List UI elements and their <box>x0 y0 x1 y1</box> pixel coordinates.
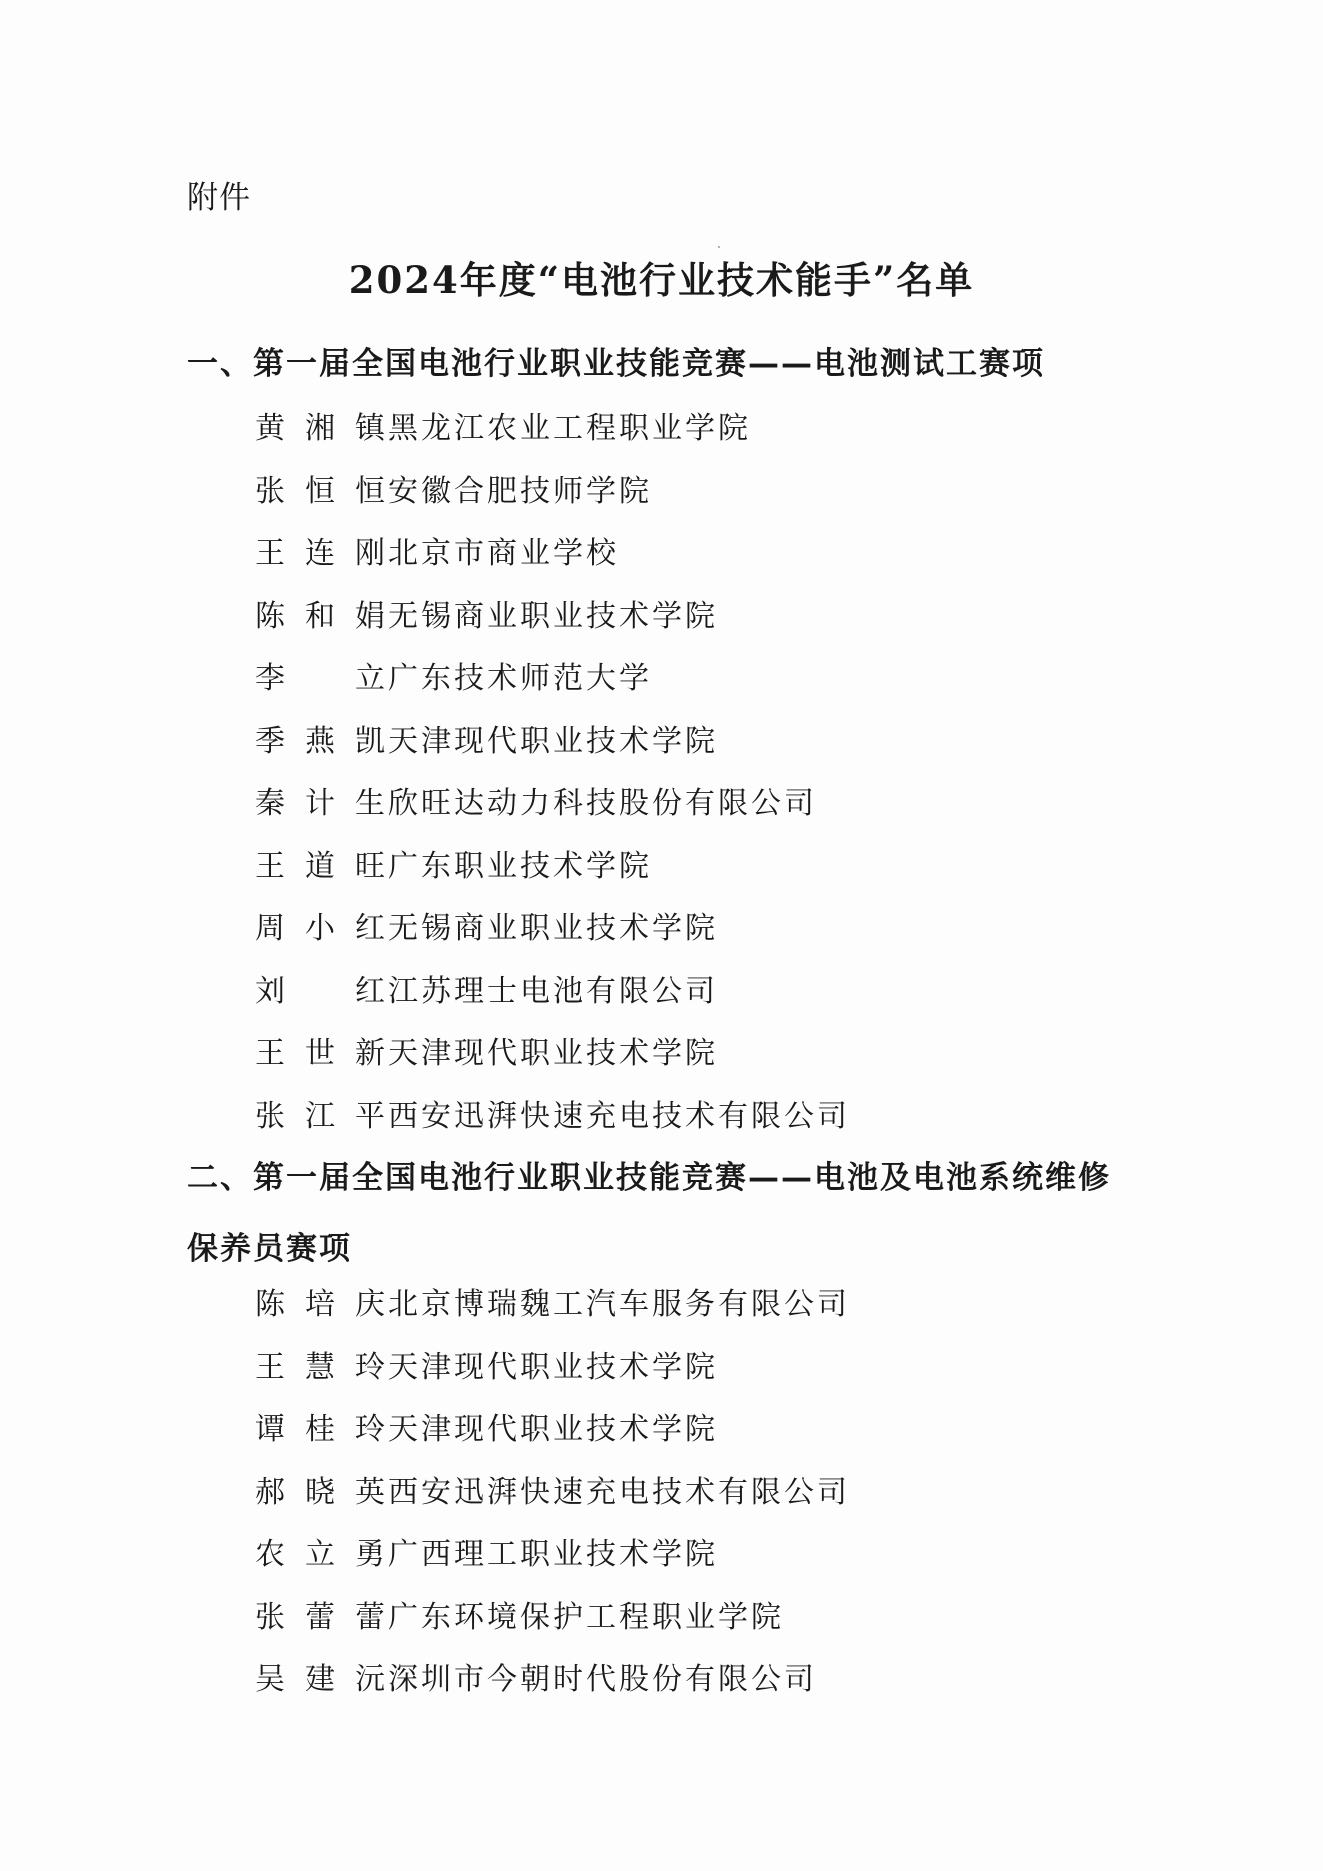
organization: 无锡商业职业技术学院 <box>388 911 718 946</box>
organization: 安徽合肥技师学院 <box>388 473 652 509</box>
person-name: 秦计生 <box>255 786 388 821</box>
list-item <box>255 1467 850 1530</box>
list-item <box>255 1404 850 1467</box>
person-name: 张江平 <box>255 1098 388 1134</box>
section-heading-1 <box>187 338 1045 383</box>
organization: 广东职业技术学院 <box>388 848 652 884</box>
organization: 广西理工职业技术学院 <box>388 1537 718 1572</box>
person-name: 王连刚 <box>255 536 388 571</box>
person-name: 陈培庆 <box>255 1287 388 1322</box>
person-name: 张恒恒 <box>255 473 388 509</box>
organization: 西安迅湃快速充电技术有限公司 <box>388 1474 850 1510</box>
person-name: 王世新 <box>255 1036 388 1071</box>
person-name: 陈和娟 <box>255 598 388 634</box>
organization: 北京博瑞魏工汽车服务有限公司 <box>388 1287 850 1322</box>
list-item <box>255 1342 850 1405</box>
organization: 西安迅湃快速充电技术有限公司 <box>388 1098 850 1134</box>
list-item <box>255 1091 850 1154</box>
person-name: 农立勇 <box>255 1537 388 1572</box>
section-2-list <box>255 1279 850 1717</box>
organization: 无锡商业职业技术学院 <box>388 598 718 634</box>
person-name: 季燕凯 <box>255 723 388 759</box>
organization: 广东技术师范大学 <box>388 661 652 696</box>
list-item <box>255 841 850 904</box>
person-name: 吴建沅 <box>255 1662 388 1697</box>
list-item <box>255 1028 850 1091</box>
list-item <box>255 1529 850 1592</box>
list-item <box>255 591 850 654</box>
organization: 天津现代职业技术学院 <box>388 723 718 759</box>
person-name: 刘 红 <box>255 973 388 1009</box>
list-item <box>255 716 850 779</box>
section-heading-2-line1: 二、第一届全国电池行业职业技能竞赛——电池及电池系统维修 <box>187 1160 1111 1196</box>
list-item <box>255 903 850 966</box>
attachment-label: 附件 <box>187 180 251 216</box>
organization: 广东环境保护工程职业学院 <box>388 1599 784 1635</box>
person-name: 郝晓英 <box>255 1474 388 1510</box>
organization: 欣旺达动力科技股份有限公司 <box>388 786 817 821</box>
section-heading-2-line2: 保养员赛项 <box>187 1231 352 1267</box>
list-item <box>255 778 850 841</box>
person-name: 黄湘镇 <box>255 411 388 446</box>
list-item <box>255 1592 850 1655</box>
section-heading-2 <box>187 1152 1111 1268</box>
person-name: 谭桂玲 <box>255 1412 388 1447</box>
organization: 深圳市今朝时代股份有限公司 <box>388 1662 817 1697</box>
document-title: 2024年度“电池行业技术能手”名单 <box>348 258 975 302</box>
organization: 北京市商业学校 <box>388 536 619 571</box>
organization: 天津现代职业技术学院 <box>388 1349 718 1385</box>
list-item <box>255 1279 850 1342</box>
list-item <box>255 1654 850 1717</box>
section-heading-1-text: 一、第一届全国电池行业职业技能竞赛——电池测试工赛项 <box>187 346 1045 382</box>
organization: 黑龙江农业工程职业学院 <box>388 411 751 446</box>
person-name: 王慧玲 <box>255 1349 388 1385</box>
scan-artifact <box>718 246 720 248</box>
person-name: 周小红 <box>255 911 388 946</box>
person-name: 张蕾蕾 <box>255 1599 388 1635</box>
list-item <box>255 466 850 529</box>
list-item <box>255 403 850 466</box>
organization: 江苏理士电池有限公司 <box>388 973 718 1009</box>
person-name: 王道旺 <box>255 848 388 884</box>
person-name: 李 立 <box>255 661 388 696</box>
organization: 天津现代职业技术学院 <box>388 1412 718 1447</box>
list-item <box>255 966 850 1029</box>
list-item <box>255 528 850 591</box>
organization: 天津现代职业技术学院 <box>388 1036 718 1071</box>
section-1-list <box>255 403 850 1153</box>
list-item <box>255 653 850 716</box>
